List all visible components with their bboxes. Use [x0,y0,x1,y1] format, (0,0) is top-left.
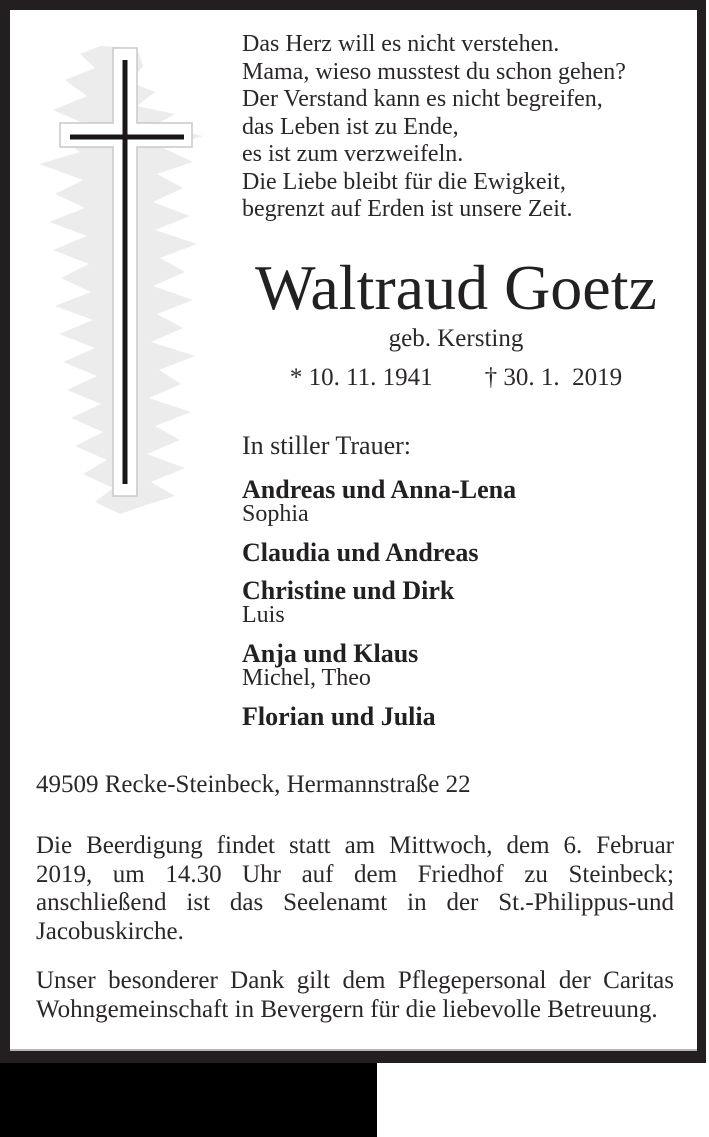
mourner-group [242,477,516,527]
mourner-children: Michel, Theo [242,665,371,691]
poem-line: Der Verstand kann es nicht begreifen, [242,86,603,112]
funeral-info-line: Die Beerdigung findet statt am Mittwoch, dem 6. Februar [36,832,674,859]
funeral-info-line: Jacobuskirche. [36,917,184,945]
deceased-name-block [242,252,670,323]
mourner-names: Anja und Klaus [242,639,419,668]
poem-line: das Leben ist zu Ende, [242,113,459,140]
address-line: 49509 Recke-Steinbeck, Hermannstraße 22 [36,771,471,798]
funeral-info-line: anschließend ist das Seelenamt in der St.-Philippus-und [36,889,674,916]
funeral-info-paragraph [36,832,674,946]
funeral-info-line: 2019, um 14.30 Uhr auf dem Friedhof zu Steinbeck; [36,860,674,888]
thanks-paragraph [36,967,674,1024]
cross-horizontal-bar [70,135,184,140]
mourning-intro: In stiller Trauer: [242,431,411,460]
life-dates [242,365,670,390]
thanks-line: Wohngemeinschaft in Bevergern für die liebevolle Betreuung. [36,995,658,1023]
mourner-names: Florian und Julia [242,702,436,731]
poem-line: Die Liebe bleibt für die Ewigkeit, [242,168,566,195]
death-date: † 30. 1. 2019 [484,364,623,391]
cross-vertical-bar [123,60,128,484]
mourner-children: Luis [242,602,285,628]
mourner-names: Christine und Dirk [242,576,455,605]
mourner-group [242,704,516,729]
poem-line: Mama, wieso musstest du schon gehen? [242,58,626,85]
poem-line: begrenzt auf Erden ist unsere Zeit. [242,196,573,222]
redaction-block [0,1063,377,1137]
poem-line: es ist zum verzweifeln. [242,141,464,167]
mourner-group [242,578,516,628]
deceased-name: Waltraud Goetz [255,252,657,323]
frame-inner-edge [10,1049,697,1051]
mourner-group [242,641,516,691]
poem-line: Das Herz will es nicht verstehen. [242,31,560,57]
memorial-poem [242,31,626,224]
mourner-children: Sophia [242,501,309,527]
mourners-list [242,477,516,729]
thanks-line: Unser besonderer Dank gilt dem Pflegepersonal der Caritas [36,967,674,994]
mourner-names: Andreas und Anna-Lena [242,475,517,504]
mourner-names: Claudia und Andreas [242,538,479,567]
mourner-group [242,540,516,565]
birth-date: * 10. 11. 1941 [289,364,433,391]
maiden-name: geb. Kersting [388,325,524,352]
cross-icon [25,44,210,519]
